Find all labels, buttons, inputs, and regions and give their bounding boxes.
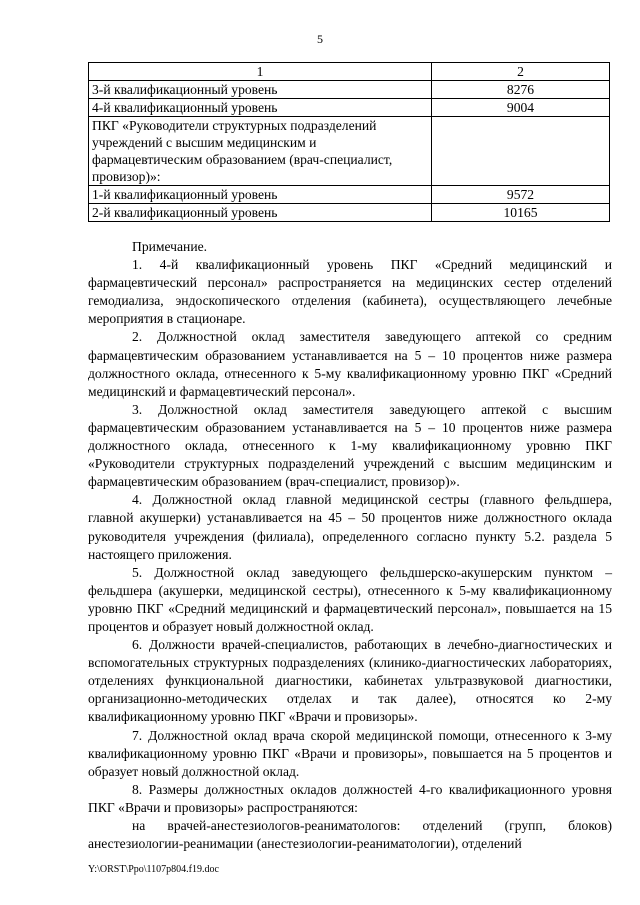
note-paragraph: 5. Должностной оклад заведующего фельдшерско-акушерским пунктом – фельдшера (акушерки, медицинской сестры), отнесенного к 5-му квалификационному уровню ПКГ «Средний медицинский и фармацевтический персонал», повышается на 15 процентов и образует новый должностной оклад. bbox=[88, 564, 612, 634]
table-header-col1: 1 bbox=[89, 63, 432, 81]
row-value bbox=[432, 117, 610, 186]
page-number: 5 bbox=[317, 32, 323, 46]
table-row bbox=[89, 117, 610, 186]
note-paragraph: 3. Должностной оклад заместителя заведующего аптекой с высшим фармацевтическим образованием устанавливается на 5 – 10 процентов ниже размера должностного оклада, отнесенного к 1-му квалификационному уровню ПКГ «Руководители структурных подразделений учреждений с высшим медицинским и фармацевтическим образованием (врач-специалист, провизор)». bbox=[88, 401, 612, 490]
note-paragraph: на врачей-анестезиологов-реаниматологов: отделений (групп, блоков) анестезиологии-реанимации (анестезиологии-реаниматологии), отделений bbox=[88, 818, 612, 852]
notes-heading: Примечание. bbox=[132, 239, 208, 254]
row-label: 1-й квалификационный уровень bbox=[89, 186, 432, 204]
row-label: 2-й квалификационный уровень bbox=[89, 204, 432, 222]
note-paragraph: 4. Должностной оклад главной медицинской сестры (главного фельдшера, главной акушерки) устанавливается на 45 – 50 процентов ниже должностного оклада руководителя учреждения (филиала), определенного согласно пункту 5.2. раздела 5 настоящего приложения. bbox=[88, 492, 612, 562]
note-paragraph: 7. Должностной оклад врача скорой медицинской помощи, отнесенного к 3-му квалификационному уровню ПКГ «Врачи и провизоры», повышается на 5 процентов и образует новый должностной оклад. bbox=[88, 727, 612, 779]
table-row bbox=[89, 99, 610, 117]
notes-section bbox=[88, 238, 612, 853]
row-value: 9004 bbox=[432, 99, 610, 117]
note-paragraph: 2. Должностной оклад заместителя заведующего аптекой со средним фармацевтическим образованием устанавливается на 5 – 10 процентов ниже размера должностного оклада, отнесенного к 5-му квалификационному уровню ПКГ «Средний медицинский и фармацевтический персонал». bbox=[88, 329, 612, 399]
row-label: 3-й квалификационный уровень bbox=[89, 81, 432, 99]
note-paragraph: 1. 4-й квалификационный уровень ПКГ «Средний медицинский и фармацевтический персонал» распространяется на медицинских сестер отделений гемодиализа, эндоскопического отделения (кабинета), осуществляющего лечебные мероприятия в стационаре. bbox=[88, 257, 612, 327]
row-value: 8276 bbox=[432, 81, 610, 99]
salary-table bbox=[88, 62, 610, 222]
note-paragraph: 6. Должности врачей-специалистов, работающих в лечебно-диагностических и вспомогательных структурных подразделениях (клинико-диагностических лабораториях, отделениях функциональной диагностики, кабинетах ультразвуковой диагностики, организационно-методических отделах и так далее), относятся ко 2-му квалификационному уровню ПКГ «Врачи и провизоры». bbox=[88, 637, 612, 725]
row-value: 9572 bbox=[432, 186, 610, 204]
table-header-col2: 2 bbox=[432, 63, 610, 81]
table-row bbox=[89, 81, 610, 99]
table-row bbox=[89, 204, 610, 222]
row-label: ПКГ «Руководители структурных подразделений учреждений с высшим медицинским и фармацевтическим образованием (врач-специалист, провизор)»: bbox=[89, 117, 432, 186]
footer-file-path: Y:\ORST\Ppo\1107p804.f19.doc bbox=[88, 864, 219, 875]
table-header-row bbox=[89, 63, 610, 81]
note-paragraph: 8. Размеры должностных окладов должностей 4-го квалификационного уровня ПКГ «Врачи и провизоры» распространяются: bbox=[88, 781, 612, 815]
row-value: 10165 bbox=[432, 204, 610, 222]
row-label: 4-й квалификационный уровень bbox=[89, 99, 432, 117]
table-row bbox=[89, 186, 610, 204]
